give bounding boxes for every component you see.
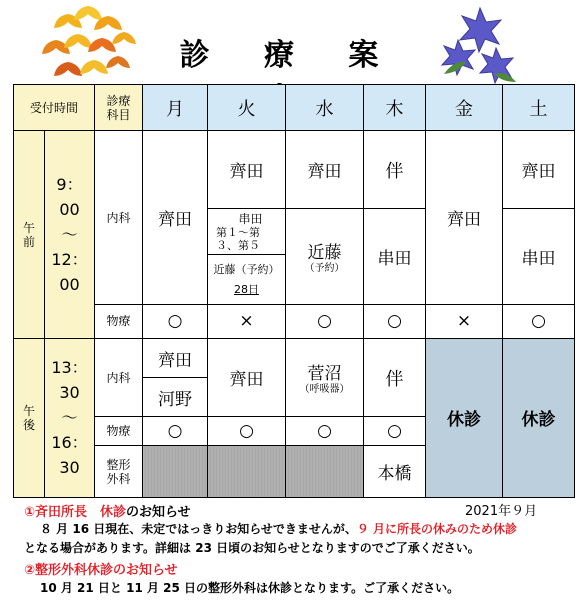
ginkgo-leaves-icon [38,4,138,86]
header-day-sat: 土 [503,85,575,131]
afternoon-butsuryo-label: 物療 [95,417,143,446]
morning-butsuryo-label: 物療 [95,304,143,338]
morning-time-4: 12： [51,250,88,270]
afternoon-time-2: 30 [59,383,80,403]
morning-wed-sub-name: 近藤 [307,242,342,263]
afternoon-butsuryo-wed: ○ [286,417,364,446]
morning-label [14,131,45,339]
morning-tue-sub-weeks: 第１～第３、第５ [216,225,261,252]
afternoon-time-5: 30 [59,458,80,478]
afternoon-seikei-wed-empty [286,446,364,498]
morning-time-2: 00 [59,200,80,220]
morning-time-3: ～ [61,225,78,245]
header-day-wed: 水 [286,85,364,131]
afternoon-wed-name: 菅沼 [307,364,342,385]
afternoon-label [14,338,45,497]
schedule-table [13,84,575,498]
header-reception-time: 受付時間 [14,85,95,131]
notice-2-body: 10 月 21 日と 11 月 25 日の整形外科は休診となります。ご了承ください。 [40,581,460,595]
morning-tue-sub-name: 串田 [238,211,263,226]
header-department [95,85,143,131]
notice-1-title-rest: のお知らせ [126,505,191,520]
morning-tue-naika-sub [208,208,286,254]
morning-butsuryo-thu: ○ [364,304,426,338]
notice-1-title-red: ①斉田所長 休診 [24,505,127,520]
morning-tue-kondo-date: 28日 [234,282,260,296]
morning-butsuryo-fri: × [426,304,503,338]
morning-sat-naika-sub: 串田 [503,208,575,304]
header-day-thu: 木 [364,85,426,131]
header-day-mon: 月 [143,85,208,131]
header-department-line1: 診療 [106,93,131,108]
afternoon-seikei-tue-empty [208,446,286,498]
morning-butsuryo-tue: × [208,304,286,338]
morning-tue-kondo [208,255,286,305]
morning-tue-naika-top: 齊田 [208,131,286,208]
afternoon-time-1: 13： [51,358,88,378]
notice-1-body-2: となる場合があります。詳細は 23 日頃のお知らせとなりますのでご了承ください。 [24,541,480,555]
afternoon-time [45,338,95,497]
header-day-fri: 金 [426,85,503,131]
morning-wed-naika-top: 齊田 [286,131,364,208]
afternoon-seikei-label [95,446,143,498]
afternoon-thu-naika: 伴 [364,338,426,416]
notice-2-title: ②整形外科休診のお知らせ [24,563,178,578]
morning-naika-label: 内科 [95,131,143,304]
afternoon-seikei-thu: 本橋 [364,446,426,498]
date-stamp: 2021年９月 [465,504,538,519]
afternoon-sat-closed: 休診 [503,338,575,497]
afternoon-seikei-mon-empty [143,446,208,498]
morning-mon-naika: 齊田 [143,131,208,304]
morning-tue-kondo-label: 近藤（予約） [213,262,280,276]
morning-label-line2: 前 [22,234,35,249]
afternoon-label-line2: 後 [22,417,35,432]
afternoon-mon-naika-top: 齊田 [143,338,208,377]
afternoon-mon-naika-sub: 河野 [143,378,208,417]
morning-butsuryo-wed: ○ [286,304,364,338]
bellflower-icon [440,4,520,86]
morning-sat-naika-top: 齊田 [503,131,575,208]
notice-1-title [24,501,191,520]
morning-wed-naika-sub [286,208,364,304]
header-department-line2: 科目 [106,107,131,122]
header-day-tue: 火 [208,85,286,131]
afternoon-time-4: 16： [51,433,88,453]
morning-fri-naika: 齊田 [426,131,503,304]
morning-time-5: 00 [59,275,80,295]
afternoon-tue-naika: 齊田 [208,338,286,416]
afternoon-naika-label: 内科 [95,338,143,416]
morning-wed-sub-note: （予約） [304,262,345,274]
morning-thu-naika-sub: 串田 [364,208,426,304]
afternoon-seikei-line1: 整形 [106,457,131,472]
morning-label-line1: 午 [22,220,35,235]
morning-time [45,131,95,339]
notice-1-body-a: ８ 月 16 日現在、未定ではっきりお知らせできませんが、 [40,522,357,536]
afternoon-butsuryo-tue: ○ [208,417,286,446]
afternoon-time-3: ～ [61,408,78,428]
afternoon-wed-naika [286,338,364,416]
page-title: 診 療 案 [179,38,401,73]
afternoon-butsuryo-mon: ○ [143,417,208,446]
afternoon-fri-closed: 休診 [426,338,503,497]
morning-time-1: 9： [56,175,83,195]
afternoon-butsuryo-thu: ○ [364,417,426,446]
morning-butsuryo-mon: ○ [143,304,208,338]
morning-thu-naika-top: 伴 [364,131,426,208]
notice-1-body-red: ９ 月に所長の休みのため休診 [356,522,518,536]
afternoon-label-line1: 午 [22,403,35,418]
afternoon-wed-note: （呼吸器） [299,384,350,396]
afternoon-seikei-line2: 外科 [106,471,131,486]
morning-butsuryo-sat: ○ [503,304,575,338]
notice-1-body-1 [40,520,517,537]
